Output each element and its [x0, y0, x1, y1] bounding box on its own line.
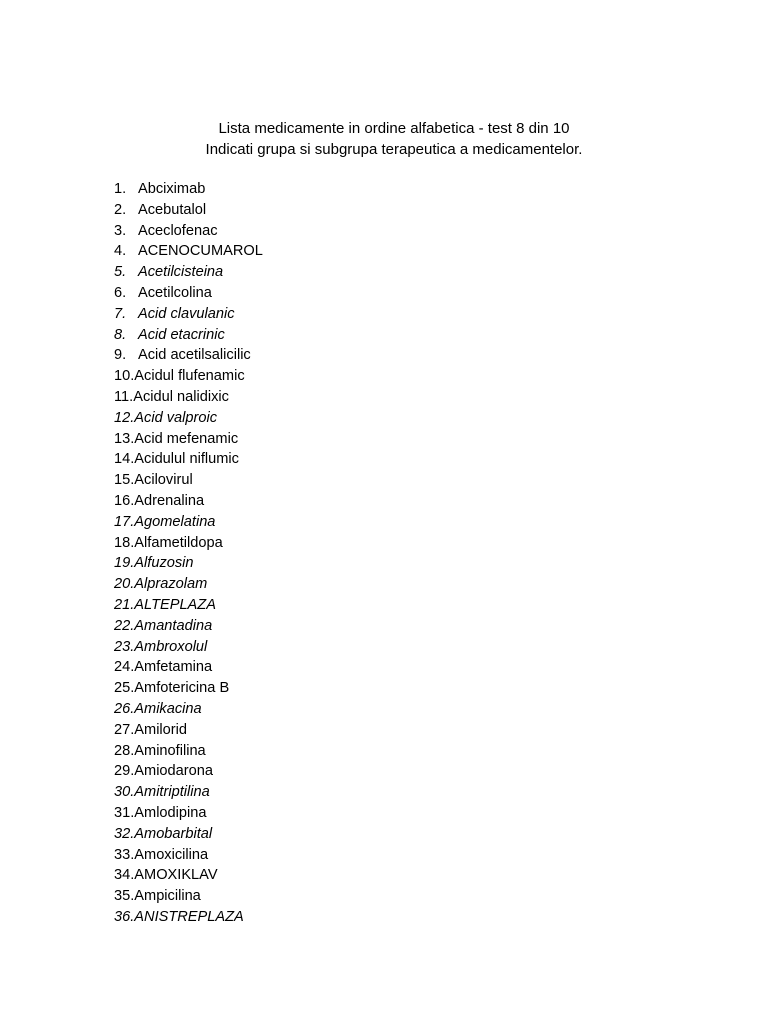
list-item-drug-name: Aceclofenac — [138, 222, 218, 239]
list-item-drug-name: Acidulul niflumic — [134, 451, 239, 468]
list-item-number: 21. — [114, 596, 135, 613]
document-title: Lista medicamente in ordine alfabetica - test 8 din 10 — [218, 120, 570, 137]
list-item-number: 22. — [114, 617, 135, 634]
list-item — [114, 637, 263, 658]
list-item — [114, 221, 263, 242]
list-item-drug-name: Amikacina — [134, 700, 202, 717]
list-item-drug-name: Acid clavulanic — [138, 305, 235, 322]
list-item-drug-name: Adrenalina — [134, 492, 205, 509]
list-item-number: 8. — [114, 326, 127, 343]
list-item — [114, 262, 263, 283]
list-item — [114, 387, 263, 408]
list-item-number: 24. — [114, 659, 135, 676]
list-item-drug-name: Amfotericina B — [134, 680, 230, 697]
list-item — [114, 325, 263, 346]
list-item-drug-name: Acidul flufenamic — [134, 368, 245, 385]
list-item-number: 10. — [114, 368, 135, 385]
list-item-number: 4. — [114, 243, 127, 260]
list-item-number: 14. — [114, 451, 135, 468]
list-item-drug-name: Amobarbital — [134, 825, 213, 842]
list-item-drug-name: ALTEPLAZA — [134, 596, 216, 613]
list-item — [114, 616, 263, 637]
list-item-drug-name: Amitriptilina — [134, 784, 210, 801]
list-item — [114, 408, 263, 429]
list-item-number: 13. — [114, 430, 135, 447]
list-item-number: 32. — [114, 825, 135, 842]
list-item — [114, 803, 263, 824]
list-item-number: 18. — [114, 534, 135, 551]
list-item-drug-name: Acetilcolina — [138, 284, 212, 301]
list-item-drug-name: Alfuzosin — [134, 555, 194, 572]
list-item — [114, 824, 263, 845]
list-item-drug-name: Acid acetilsalicilic — [138, 347, 251, 364]
list-item — [114, 761, 263, 782]
list-item-drug-name: Acebutalol — [138, 201, 207, 218]
list-item-number: 23. — [114, 638, 135, 655]
list-item-number: 16. — [114, 492, 135, 509]
list-item-number: 33. — [114, 846, 135, 863]
list-item — [114, 304, 263, 325]
list-item — [114, 283, 263, 304]
list-item-drug-name: Ambroxolul — [134, 638, 208, 655]
list-item-number: 35. — [114, 888, 135, 905]
list-item-drug-name: ACENOCUMAROL — [138, 243, 263, 260]
list-item-number: 19. — [114, 555, 135, 572]
list-item — [114, 491, 263, 512]
list-item — [114, 553, 263, 574]
list-item-number: 3. — [114, 222, 127, 239]
list-item-number: 27. — [114, 721, 135, 738]
list-item-number: 29. — [114, 763, 135, 780]
list-item-drug-name: ANISTREPLAZA — [134, 908, 244, 925]
list-item — [114, 595, 263, 616]
list-item — [114, 345, 263, 366]
list-item — [114, 845, 263, 866]
list-item — [114, 470, 263, 491]
list-item — [114, 429, 263, 450]
list-item-number: 25. — [114, 680, 135, 697]
list-item-drug-name: Acid valproic — [134, 409, 218, 426]
list-item-number: 1. — [114, 181, 127, 197]
list-item-number: 36. — [114, 908, 135, 925]
list-item — [114, 241, 263, 262]
list-item-drug-name: Ampicilina — [134, 888, 201, 905]
list-item-number: 6. — [114, 284, 127, 301]
list-item-drug-name: Acetilcisteina — [138, 264, 224, 281]
list-item-drug-name: Amoxicilina — [134, 846, 209, 863]
list-item — [114, 179, 263, 200]
list-item-number: 11. — [114, 388, 134, 405]
list-item-drug-name: Aminofilina — [134, 742, 206, 759]
list-item — [114, 366, 263, 387]
document-instructions: Indicati grupa si subgrupa terapeutica a medicamentelor. — [205, 141, 583, 158]
list-item — [114, 720, 263, 741]
list-item — [114, 657, 263, 678]
list-item-number: 9. — [114, 347, 127, 364]
list-item — [114, 741, 263, 762]
list-item — [114, 907, 263, 928]
drug-list — [114, 179, 263, 928]
list-item-number: 17. — [114, 513, 135, 530]
list-item-number: 26. — [114, 700, 135, 717]
list-item — [114, 678, 263, 699]
list-item — [114, 865, 263, 886]
list-item-number: 20. — [114, 576, 135, 593]
list-item — [114, 533, 263, 554]
list-item-number: 15. — [114, 472, 135, 489]
list-item-drug-name: Amlodipina — [134, 804, 207, 821]
list-item-drug-name: Alfametildopa — [134, 534, 223, 551]
list-item-drug-name: Amfetamina — [134, 659, 213, 676]
list-item-number: 28. — [114, 742, 135, 759]
list-item-drug-name: Acidul nalidixic — [133, 388, 229, 405]
list-item-drug-name: Acid mefenamic — [134, 430, 239, 447]
list-item-drug-name: Alprazolam — [134, 576, 208, 593]
list-item — [114, 699, 263, 720]
list-item — [114, 449, 263, 470]
list-item — [114, 782, 263, 803]
list-item-number: 34. — [114, 867, 135, 884]
list-item-drug-name: Acid etacrinic — [138, 326, 225, 343]
list-item-number: 30. — [114, 784, 135, 801]
list-item-drug-name: Abciximab — [138, 181, 206, 197]
list-item-drug-name: Amiodarona — [134, 763, 213, 780]
list-item-drug-name: Agomelatina — [134, 513, 216, 530]
list-item — [114, 512, 263, 533]
list-item-drug-name: Amilorid — [134, 721, 188, 738]
list-item — [114, 574, 263, 595]
list-item-drug-name: Acilovirul — [134, 472, 193, 489]
list-item — [114, 200, 263, 221]
list-item-number: 12. — [114, 409, 135, 426]
list-item-number: 2. — [114, 201, 127, 218]
list-item-drug-name: Amantadina — [134, 617, 213, 634]
list-item-number: 31. — [114, 804, 135, 821]
list-item-number: 5. — [114, 264, 127, 281]
list-item — [114, 886, 263, 907]
list-item-drug-name: AMOXIKLAV — [134, 867, 218, 884]
list-item-number: 7. — [114, 305, 127, 322]
document-header — [0, 118, 768, 160]
